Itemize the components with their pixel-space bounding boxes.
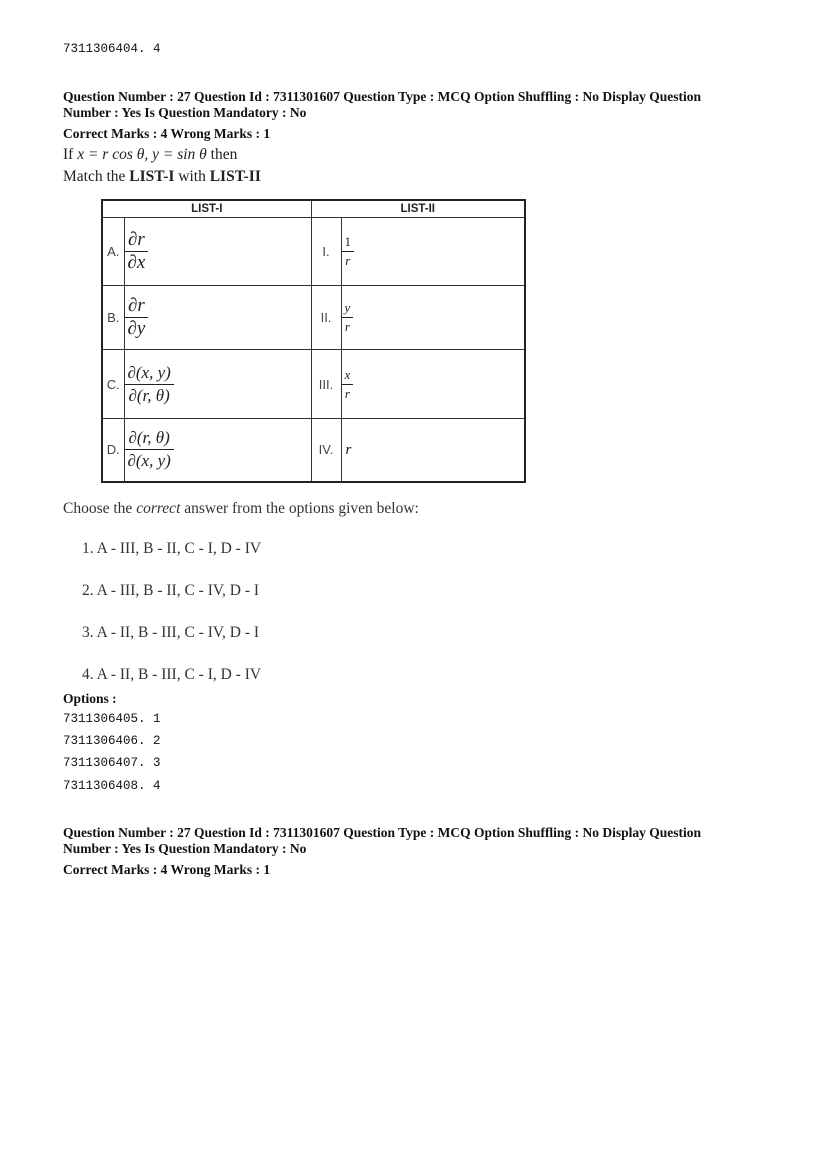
numerator: ∂r	[128, 295, 145, 316]
list2-expression	[341, 286, 525, 350]
numerator: ∂r	[128, 229, 145, 250]
match-prefix: Match the	[63, 168, 126, 185]
top-option-id: 7311306404. 4	[63, 42, 161, 56]
next-question-marks: Correct Marks : 4 Wrong Marks : 1	[63, 862, 271, 877]
question-marks: Correct Marks : 4 Wrong Marks : 1	[63, 126, 271, 141]
match-with: with	[178, 168, 206, 185]
table-row	[102, 350, 525, 419]
denominator: ∂(x, y)	[127, 451, 171, 471]
denominator: ∂x	[127, 252, 146, 273]
fraction	[342, 366, 354, 403]
option-id: 7311306407. 3	[63, 756, 161, 770]
list2-expression	[341, 419, 525, 482]
list1-header: LIST-I	[102, 200, 311, 218]
table-row	[102, 218, 525, 286]
list1-label: D.	[102, 419, 124, 482]
choose-prefix: Choose the	[63, 500, 133, 517]
list1-expression	[124, 350, 311, 419]
numerator: x	[344, 366, 351, 382]
table-row	[102, 286, 525, 350]
condition-suffix: then	[210, 146, 238, 163]
value: r	[345, 441, 352, 458]
list2-label: III.	[311, 350, 341, 419]
fraction	[125, 229, 149, 274]
denominator: r	[344, 319, 350, 334]
denominator: r	[345, 253, 351, 268]
next-question-meta-line2: Number : Yes Is Question Mandatory : No	[63, 841, 307, 856]
match-table	[101, 199, 526, 483]
choose-emphasis: correct	[136, 500, 181, 517]
table-header-row	[102, 200, 525, 218]
list1-label: A.	[102, 218, 124, 286]
fraction	[125, 295, 149, 340]
list1-expression	[124, 218, 311, 286]
list2-label: I.	[311, 218, 341, 286]
list2-expression	[341, 218, 525, 286]
condition-prefix: If	[63, 146, 74, 163]
next-question-meta-line1: Question Number : 27 Question Id : 7311301607 Question Type : MCQ Option Shuffling : No Display Question	[63, 825, 701, 840]
answer-choice: 3. A - II, B - III, C - IV, D - I	[82, 624, 260, 641]
option-id: 7311306408. 4	[63, 779, 161, 793]
denominator: ∂(r, θ)	[128, 385, 170, 405]
match-list1: LIST-I	[129, 168, 175, 185]
list1-label: B.	[102, 286, 124, 350]
question-match-instruction	[63, 168, 261, 186]
options-label: Options :	[63, 691, 117, 706]
answer-choice: 4. A - II, B - III, C - I, D - IV	[82, 666, 262, 683]
answer-choice: 1. A - III, B - II, C - I, D - IV	[82, 540, 262, 557]
option-id: 7311306406. 2	[63, 734, 161, 748]
question-meta-line2: Number : Yes Is Question Mandatory : No	[63, 105, 307, 120]
denominator: ∂y	[127, 318, 146, 339]
condition-math: x = r cos θ, y = sin θ	[77, 146, 207, 163]
fraction	[125, 427, 174, 472]
choose-suffix: answer from the options given below:	[184, 500, 419, 517]
answer-choice: 2. A - III, B - II, C - IV, D - I	[82, 582, 260, 599]
list1-expression	[124, 419, 311, 482]
table-row	[102, 419, 525, 482]
choose-instruction	[63, 500, 419, 518]
numerator: ∂(x, y)	[127, 362, 171, 382]
question-condition	[63, 146, 237, 164]
list2-label: IV.	[311, 419, 341, 482]
list1-expression	[124, 286, 311, 350]
option-id: 7311306405. 1	[63, 712, 161, 726]
question-meta-line1: Question Number : 27 Question Id : 7311301607 Question Type : MCQ Option Shuffling : No Display Question	[63, 89, 701, 104]
list2-expression	[341, 350, 525, 419]
fraction	[342, 233, 355, 270]
list1-label: C.	[102, 350, 124, 419]
numerator: y	[344, 300, 351, 315]
list2-header: LIST-II	[311, 200, 525, 218]
numerator: ∂(r, θ)	[128, 428, 170, 448]
denominator: r	[344, 385, 350, 401]
list2-label: II.	[311, 286, 341, 350]
match-list2: LIST-II	[209, 168, 261, 185]
fraction	[342, 299, 354, 336]
numerator: 1	[344, 234, 351, 249]
fraction	[125, 362, 174, 407]
